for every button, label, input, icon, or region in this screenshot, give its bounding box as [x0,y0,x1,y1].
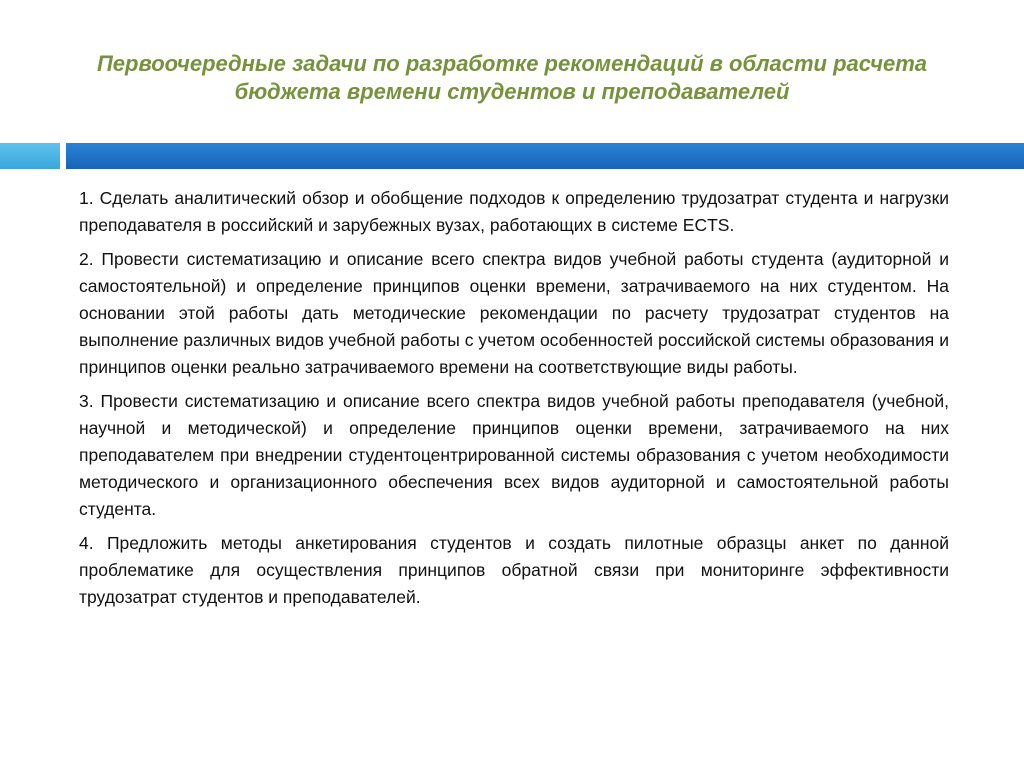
accent-bar-right [66,143,1024,169]
slide-body [79,185,949,618]
accent-bar-left [0,143,60,169]
slide-title: Первоочередные задачи по разработке рекомендаций в области расчета бюджета времени студентов и преподавателей [96,51,928,104]
task-item-2: 2. Провести систематизацию и описание всего спектра видов учебной работы студента (аудиторной и самостоятельной) и определение принципов оценки времени, затрачиваемого на них студентом. На основании этой работы дать методические рекомендации по расчету трудозатрат студентов на выполнение различных видов учебной работы с учетом особенностей российской системы образования и принципов оценки реально затрачиваемого времени на соответствующие виды работы. [79,249,949,377]
task-item-3: 3. Провести систематизацию и описание всего спектра видов учебной работы преподавателя (учебной, научной и методической) и определение принципов оценки времени, затрачиваемого на них преподавателем при внедрении студентоцентрированной системы образования с учетом необходимости методического и организационного обеспечения всех видов аудиторной и самостоятельной работы студента. [79,391,949,519]
task-item-4: 4. Предложить методы анкетирования студентов и создать пилотные образцы анкет по данной проблематике для осуществления принципов обратной связи при мониторинге эффективности трудозатрат студентов и преподавателей. [79,533,949,607]
task-item-1: 1. Сделать аналитический обзор и обобщение подходов к определению трудозатрат студента и нагрузки преподавателя в российский и зарубежных вузах, работающих в системе ECTS. [79,188,949,235]
